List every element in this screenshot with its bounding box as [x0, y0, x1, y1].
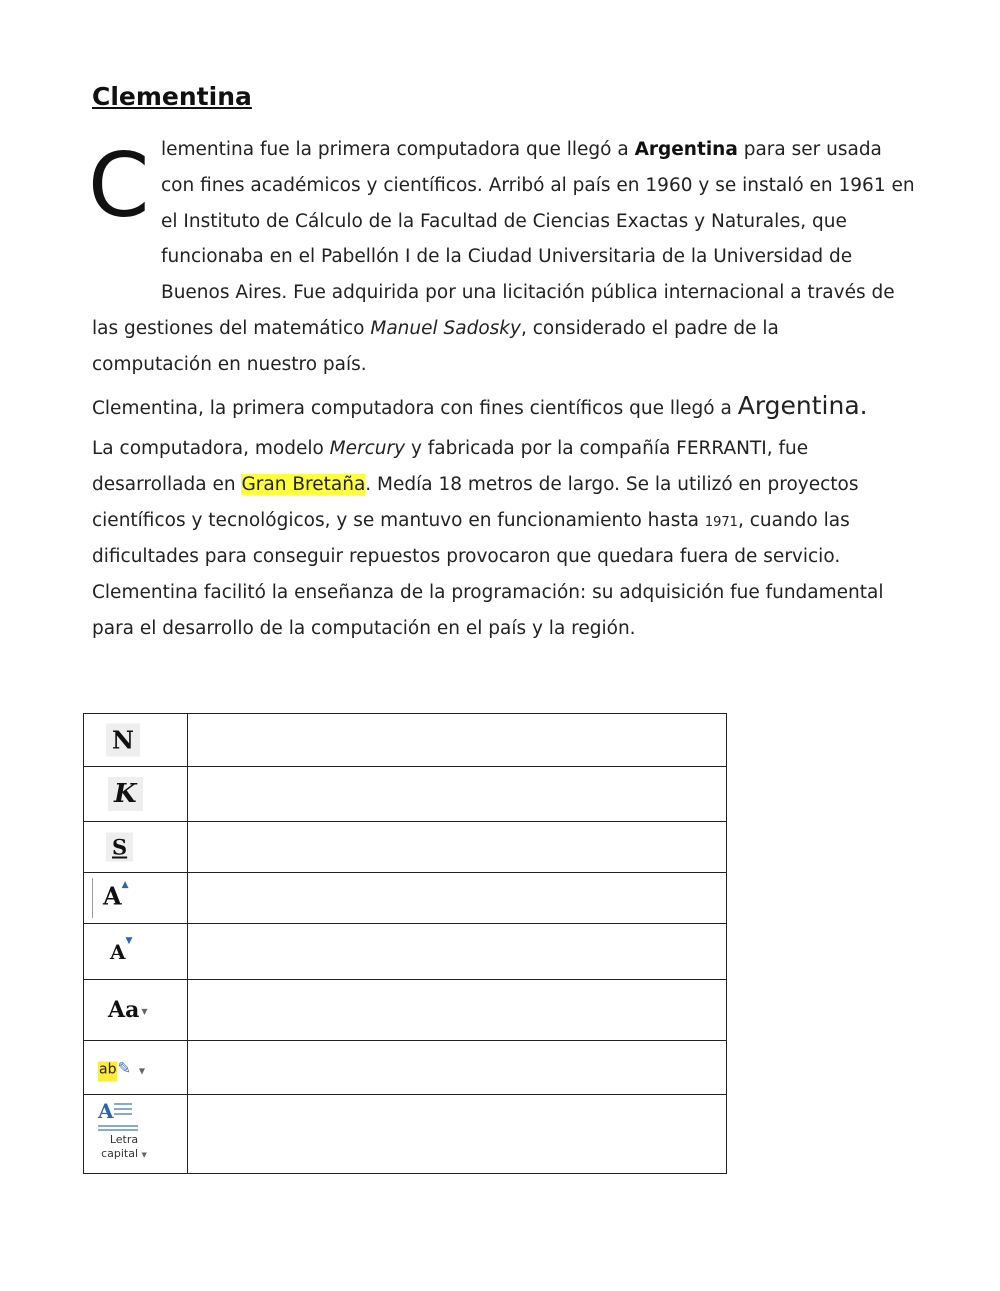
- table-row: [84, 714, 727, 767]
- highlight-icon: ab✎ ▼: [98, 1058, 145, 1077]
- italic-text: Mercury: [329, 438, 406, 459]
- p1-line-5: Buenos Aires. Fue adquirida por una licitación pública internacional a través de: [161, 282, 895, 303]
- text: La computadora, modelo: [92, 438, 330, 459]
- answer-cell[interactable]: [188, 1041, 727, 1095]
- drop-cap-label-2: capital: [101, 1147, 139, 1160]
- icon-cell: [84, 980, 188, 1041]
- table-row: [84, 873, 727, 924]
- p2-line-3: [92, 473, 859, 497]
- p1-line-6: [92, 317, 779, 341]
- answer-cell[interactable]: [188, 822, 727, 873]
- bold-text: Argentina: [634, 139, 738, 160]
- table-row: [84, 767, 727, 822]
- icon-cell: [84, 1041, 188, 1095]
- table-row: [84, 1041, 727, 1095]
- text: . Medía 18 metros de largo. Se la utilizó en proyectos: [365, 474, 859, 495]
- drop-cap-glyph: A: [98, 1099, 114, 1123]
- text: científicos y tecnológicos, y se mantuvo en funcionamiento hasta: [92, 510, 705, 531]
- text: Clementina, la primera computadora con fines científicos que llegó a: [92, 398, 738, 419]
- grow-font-icon: A▲: [92, 878, 129, 918]
- text: y fabricada por la compañía FERRANTI, fue: [405, 438, 809, 459]
- p2-line-6: Clementina facilitó la enseñanza de la programación: su adquisición fue fundamental: [92, 582, 884, 603]
- p2-line-7: para el desarrollo de la computación en el país y la región.: [92, 618, 636, 639]
- answer-cell[interactable]: [188, 924, 727, 980]
- text: , considerado el padre de la: [520, 318, 779, 339]
- answer-cell[interactable]: [188, 714, 727, 767]
- icon-cell: [84, 822, 188, 873]
- p1-line-4: funcionaba en el Pabellón I de la Ciudad Universitaria de la Universidad de: [161, 246, 853, 267]
- p2-line-4: [92, 509, 850, 535]
- format-table: [83, 713, 727, 1174]
- document-title: Clementina: [92, 82, 252, 111]
- text: para ser usada: [737, 139, 882, 160]
- highlight-glyph: ab: [98, 1061, 117, 1081]
- change-case-icon: Aa ▼: [108, 997, 148, 1023]
- text: desarrollada en: [92, 474, 242, 495]
- p1-line-7: computación en nuestro país.: [92, 354, 367, 375]
- grow-font-glyph: A: [103, 881, 122, 911]
- shrink-font-glyph: A: [110, 939, 126, 964]
- icon-cell: [84, 924, 188, 980]
- change-case-glyph: Aa: [108, 997, 140, 1023]
- shrink-font-icon: A▼: [110, 935, 133, 964]
- p1-line-2: con fines académicos y científicos. Arribó al país en 1960 y se instaló en 1961 en: [161, 175, 915, 196]
- answer-cell[interactable]: [188, 980, 727, 1041]
- text: , cuando las: [737, 510, 850, 531]
- text: lementina fue la primera computadora que llegó a: [161, 139, 635, 160]
- italic-icon: K: [108, 777, 143, 811]
- answer-cell[interactable]: [188, 1095, 727, 1174]
- answer-cell[interactable]: [188, 767, 727, 822]
- table-row: [84, 822, 727, 873]
- p2-line-2: [92, 437, 808, 461]
- table-row: [84, 1095, 727, 1174]
- answer-cell[interactable]: [188, 873, 727, 924]
- underline-icon: S: [106, 833, 133, 862]
- highlighted-text: Gran Bretaña: [241, 474, 366, 495]
- p2-line-5: dificultades para conseguir repuestos provocaron que quedara fuera de servicio.: [92, 546, 841, 567]
- icon-cell: [84, 873, 188, 924]
- text: las gestiones del matemático: [92, 318, 371, 339]
- icon-cell: [84, 767, 188, 822]
- icon-cell: [84, 1095, 188, 1174]
- icon-cell: [84, 714, 188, 767]
- bold-icon: N: [106, 724, 140, 757]
- drop-cap-icon: A Letra capital ▼: [94, 1099, 154, 1162]
- p1-line-1: [161, 138, 882, 162]
- table-row: [84, 924, 727, 980]
- italic-text: Manuel Sadosky: [370, 318, 521, 339]
- drop-cap: C: [88, 134, 150, 237]
- large-text: Argentina.: [737, 391, 868, 420]
- p1-line-3: el Instituto de Cálculo de la Facultad de Ciencias Exactas y Naturales, que: [161, 211, 847, 232]
- drop-cap-label-1: Letra: [109, 1133, 139, 1146]
- small-text: 1971: [704, 515, 738, 530]
- table-row: [84, 980, 727, 1041]
- p2-line-1: [92, 391, 868, 421]
